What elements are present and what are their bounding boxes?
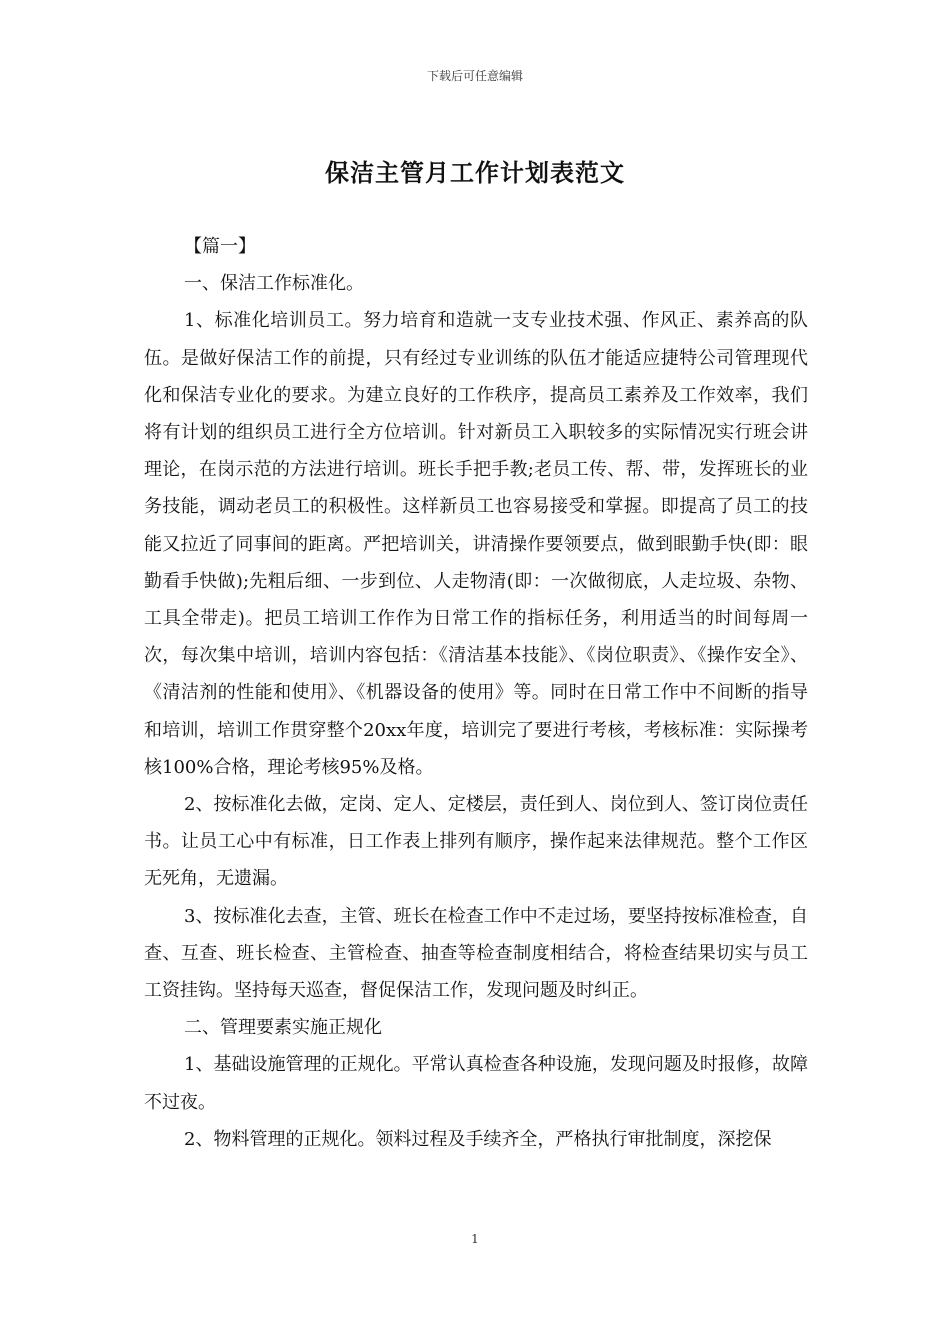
paragraph: 1、基础设施管理的正规化。平常认真检查各种设施，发现问题及时报修，故障不过夜。	[144, 1054, 808, 1113]
paragraph: 3、按标准化去查，主管、班长在检查工作中不走过场，要坚持按标准检查，自查、互查、班长检查、主管检查、抽查等检查制度相结合，将检查结果切实与员工工资挂钩。坚持每天巡查，督促保洁工作，发现问题及时纠正。	[144, 905, 808, 1002]
section-heading: 二、管理要素实施正规化	[184, 1017, 382, 1039]
paragraph: 1、标准化培训员工。努力培育和造就一支专业技术强、作风正、素养高的队伍。是做好保洁工作的前提，只有经过专业训练的队伍才能适应捷特公司管理现代化和保洁专业化的要求。为建立良好的工作秩序，提高员工素养及工作效率，我们将有计划的组织员工进行全方位培训。针对新员工入职较多的实际情况实行班会讲理论，在岗示范的方法进行培训。班长手把手教;老员工传、帮、带，发挥班长的业务技能，调动老员工的积极性。这样新员工也容易接受和掌握。即提高了员工的技能又拉近了同事间的距离。严把培训关，讲清操作要领要点，做到眼勤手快(即：眼勤看手快做);先粗后细、一步到位、人走物清(即：一次做彻底，人走垃圾、杂物、工具全带走)。把员工培训工作作为日常工作的指标任务，利用适当的时间每周一次，每次集中培训，培训内容包括：《清洁基本技能》、《岗位职责》、《操作安全》、《清洁剂的性能和使用》、《机器设备的使用》等。同时在日常工作中不间断的指导和培训，培训工作贯穿整个20xx年度，培训完了要进行考核，考核标准：实际操考核100%合格，理论考核95%及格。	[144, 310, 808, 778]
page-number: 1	[471, 1232, 479, 1246]
section-marker: 【篇一】	[184, 236, 256, 257]
paragraph: 2、按标准化去做，定岗、定人、定楼层，责任到人、岗位到人、签订岗位责任书。让员工心中有标准，日工作表上排列有顺序，操作起来法律规范。整个工作区无死角，无遗漏。	[144, 794, 808, 890]
page-header: 下载后可任意编辑	[426, 69, 523, 83]
document-body	[144, 228, 808, 1158]
document-title: 保洁主管月工作计划表范文	[325, 158, 625, 187]
section-heading: 一、保洁工作标准化。	[184, 273, 364, 295]
paragraph: 2、物料管理的正规化。领料过程及手续齐全，严格执行审批制度，深挖保	[184, 1128, 772, 1150]
